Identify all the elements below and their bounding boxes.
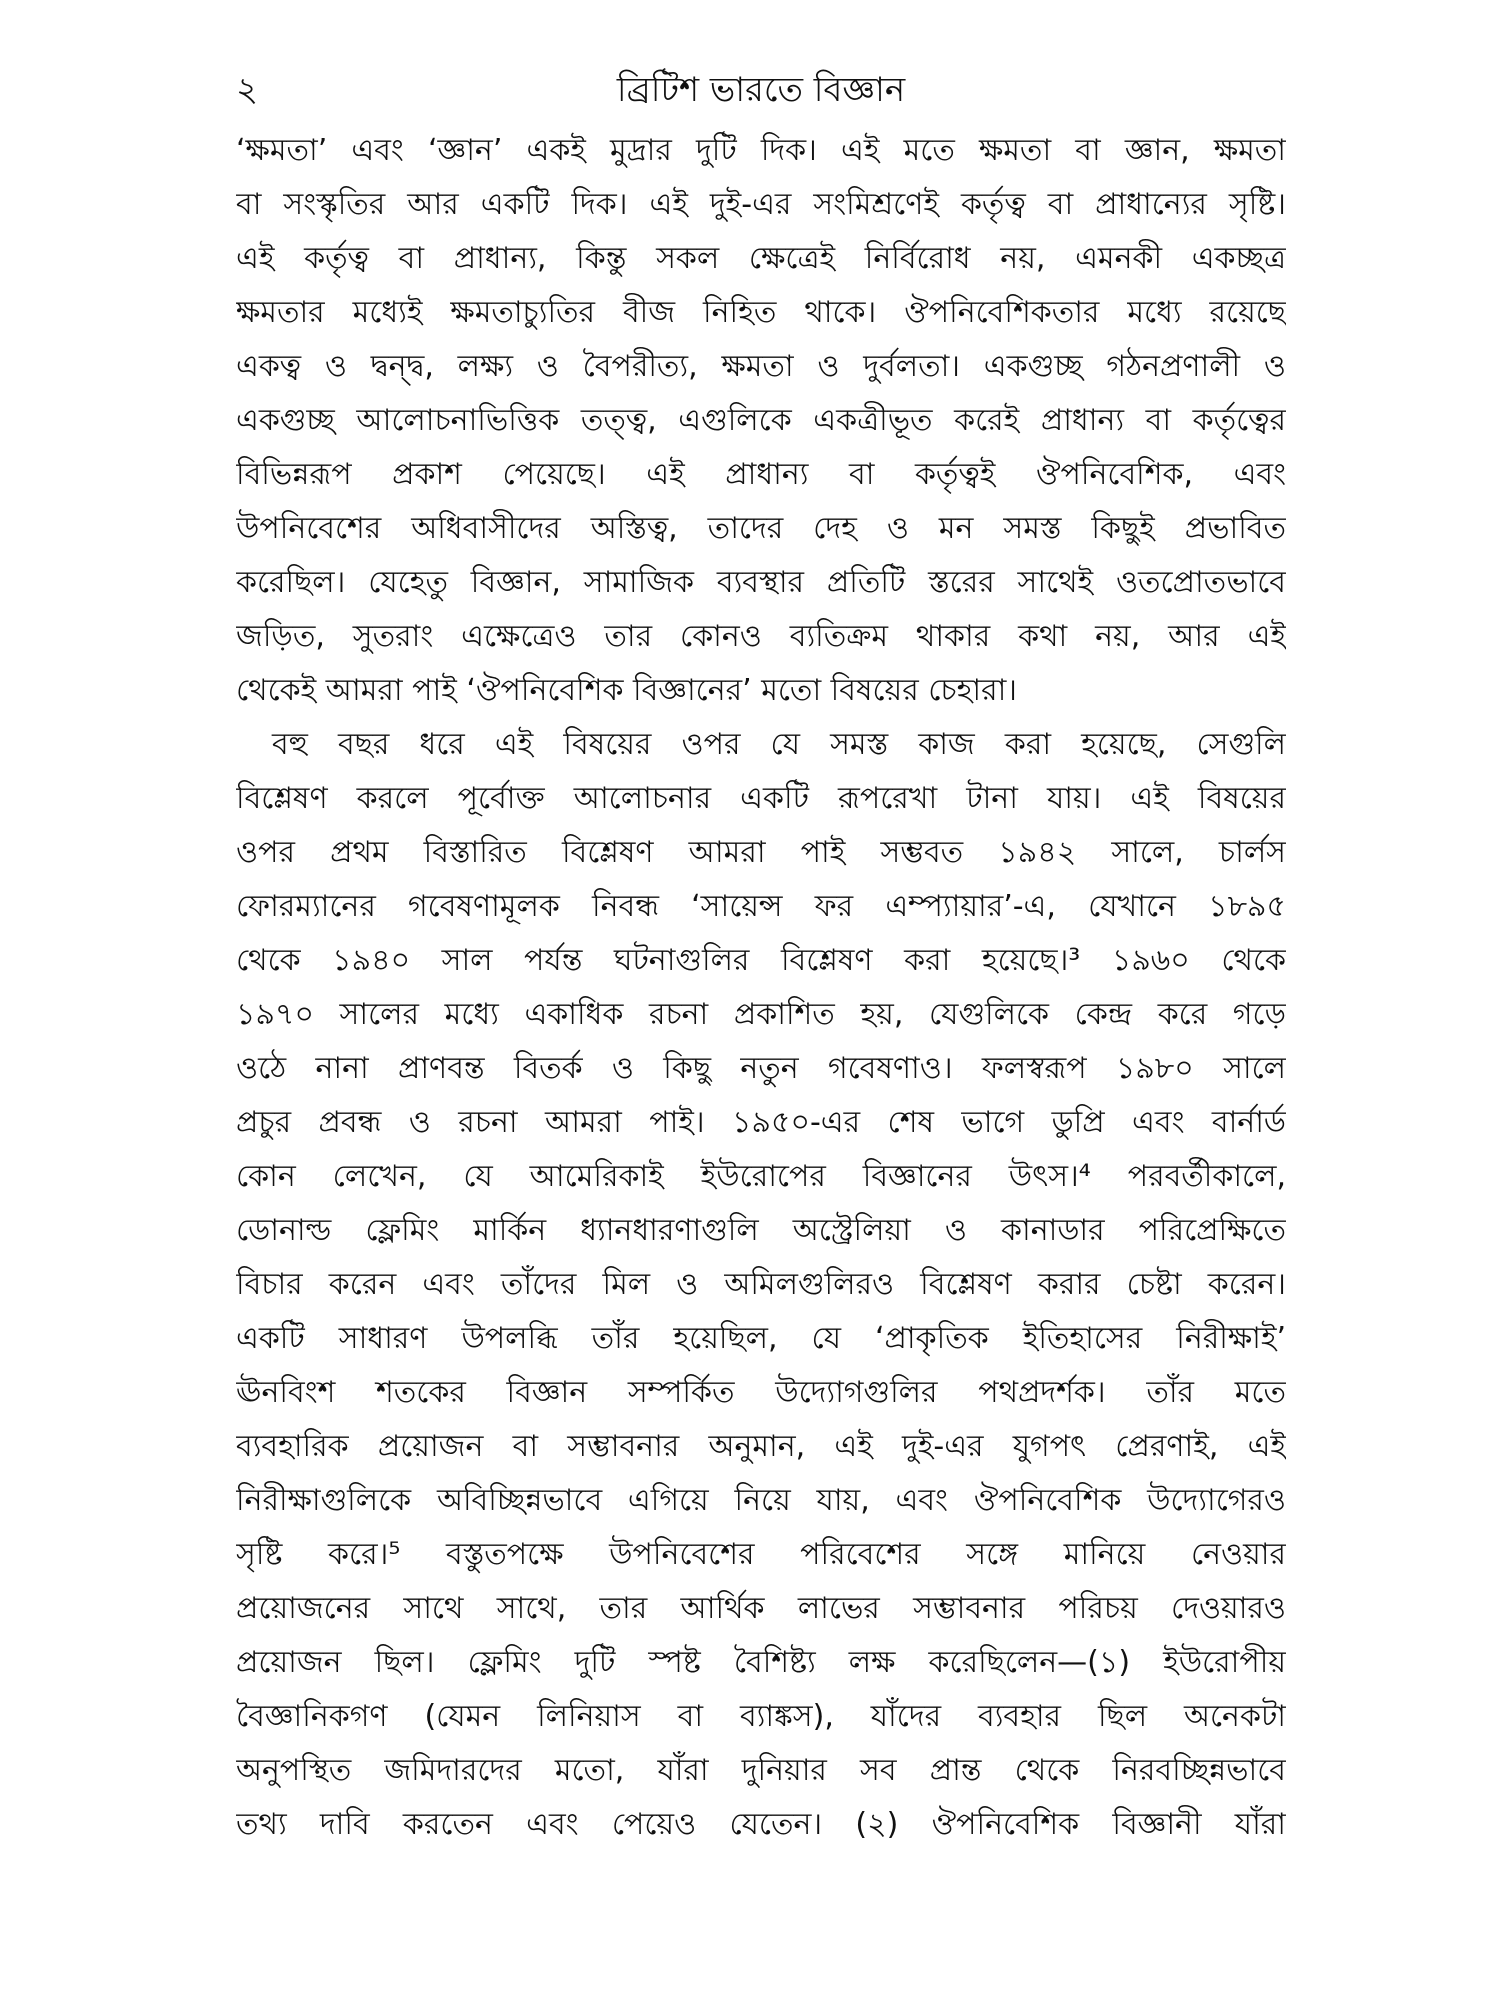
text-line: থেকেই আমরা পাই ‘ঔপনিবেশিক বিজ্ঞানের’ মতো বিষয়ের চেহারা। [236, 673, 1018, 708]
text-line: বিশ্লেষণ করলে পূর্বোক্ত আলোচনার একটি রূপরেখা টানা যায়। এই বিষয়ের [236, 781, 1286, 816]
text-line: তথ্য দাবি করতেন এবং পেয়েও যেতেন। (২) ঔপনিবেশিক বিজ্ঞানী যাঁরা [236, 1807, 1286, 1842]
text-line: উপনিবেশের অধিবাসীদের অস্তিত্ব, তাদের দেহ ও মন সমস্ত কিছুই প্রভাবিত [236, 511, 1286, 546]
text-line: বিচার করেন এবং তাঁদের মিল ও অমিলগুলিরও বিশ্লেষণ করার চেষ্টা করেন। [236, 1267, 1286, 1302]
running-title: ব্রিটিশ ভারতে বিজ্ঞান [616, 70, 906, 110]
page-number: ২ [236, 70, 259, 110]
text-line: নিরীক্ষাগুলিকে অবিচ্ছিন্নভাবে এগিয়ে নিয়ে যায়, এবং ঔপনিবেশিক উদ্যোগেরও [236, 1483, 1286, 1518]
text-line: প্রয়োজনের সাথে সাথে, তার আর্থিক লাভের সম্ভাবনার পরিচয় দেওয়ারও [236, 1591, 1286, 1626]
text-line: ওঠে নানা প্রাণবন্ত বিতর্ক ও কিছু নতুন গবেষণাও। ফলস্বরূপ ১৯৮০ সালে [236, 1051, 1286, 1086]
text-line: ‘ক্ষমতা’ এবং ‘জ্ঞান’ একই মুদ্রার দুটি দিক। এই মতে ক্ষমতা বা জ্ঞান, ক্ষমতা [236, 133, 1286, 168]
text-line: ব্যবহারিক প্রয়োজন বা সম্ভাবনার অনুমান, এই দুই-এর যুগপৎ প্রেরণাই, এই [236, 1429, 1286, 1464]
text-line: সৃষ্টি করে।⁵ বস্তুতপক্ষে উপনিবেশের পরিবেশের সঙ্গে মানিয়ে নেওয়ার [236, 1537, 1286, 1572]
text-line: প্রয়োজন ছিল। ফ্লেমিং দুটি স্পষ্ট বৈশিষ্ট্য লক্ষ করেছিলেন—(১) ইউরোপীয় [236, 1645, 1286, 1680]
body-text [236, 124, 1286, 1852]
paragraph-2 [236, 718, 1286, 1852]
text-line: থেকে ১৯৪০ সাল পর্যন্ত ঘটনাগুলির বিশ্লেষণ করা হয়েছে।³ ১৯৬০ থেকে [236, 943, 1286, 978]
text-line: এই কর্তৃত্ব বা প্রাধান্য, কিন্তু সকল ক্ষেত্রেই নির্বিরোধ নয়, এমনকী একচ্ছত্র [236, 241, 1286, 276]
text-line: জড়িত, সুতরাং এক্ষেত্রেও তার কোনও ব্যতিক্রম থাকার কথা নয়, আর এই [236, 619, 1286, 654]
text-line: ফোরম্যানের গবেষণামূলক নিবন্ধ ‘সায়েন্স ফর এম্প্যায়ার’-এ, যেখানে ১৮৯৫ [236, 889, 1286, 924]
paragraph-1 [236, 124, 1286, 718]
text-line: করেছিল। যেহেতু বিজ্ঞান, সামাজিক ব্যবস্থার প্রতিটি স্তরের সাথেই ওতপ্রোতভাবে [236, 565, 1286, 600]
text-line: একত্ব ও দ্বন্দ্ব, লক্ষ্য ও বৈপরীত্য, ক্ষমতা ও দুর্বলতা। একগুচ্ছ গঠনপ্রণালী ও [236, 349, 1286, 384]
text-line: বিভিন্নরূপ প্রকাশ পেয়েছে। এই প্রাধান্য বা কর্তৃত্বই ঔপনিবেশিক, এবং [236, 457, 1286, 492]
page-header [236, 62, 1286, 118]
text-line: বৈজ্ঞানিকগণ (যেমন লিনিয়াস বা ব্যাঙ্কস), যাঁদের ব্যবহার ছিল অনেকটা [236, 1699, 1286, 1734]
text-line: ওপর প্রথম বিস্তারিত বিশ্লেষণ আমরা পাই সম্ভবত ১৯৪২ সালে, চার্লস [236, 835, 1286, 870]
text-line: বহু বছর ধরে এই বিষয়ের ওপর যে সমস্ত কাজ করা হয়েছে, সেগুলি [272, 727, 1286, 762]
text-line: একগুচ্ছ আলোচনাভিত্তিক তত্ত্ব, এগুলিকে একত্রীভূত করেই প্রাধান্য বা কর্তৃত্বের [236, 403, 1286, 438]
text-line: অনুপস্থিত জমিদারদের মতো, যাঁরা দুনিয়ার সব প্রান্ত থেকে নিরবচ্ছিন্নভাবে [236, 1753, 1286, 1788]
text-line: ঊনবিংশ শতকের বিজ্ঞান সম্পর্কিত উদ্যোগগুলির পথপ্রদর্শক। তাঁর মতে [236, 1375, 1286, 1410]
text-line: একটি সাধারণ উপলব্ধি তাঁর হয়েছিল, যে ‘প্রাকৃতিক ইতিহাসের নিরীক্ষাই’ [236, 1321, 1286, 1356]
text-line: ডোনাল্ড ফ্লেমিং মার্কিন ধ্যানধারণাগুলি অস্ট্রেলিয়া ও কানাডার পরিপ্রেক্ষিতে [236, 1213, 1286, 1248]
text-line: ক্ষমতার মধ্যেই ক্ষমতাচ্যুতির বীজ নিহিত থাকে। ঔপনিবেশিকতার মধ্যে রয়েছে [236, 295, 1286, 330]
text-line: কোন লেখেন, যে আমেরিকাই ইউরোপের বিজ্ঞানের উৎস।⁴ পরবর্তীকালে, [236, 1159, 1286, 1194]
text-line: ১৯৭০ সালের মধ্যে একাধিক রচনা প্রকাশিত হয়, যেগুলিকে কেন্দ্র করে গড়ে [236, 997, 1286, 1032]
text-line: প্রচুর প্রবন্ধ ও রচনা আমরা পাই। ১৯৫০-এর শেষ ভাগে ডুপ্রি এবং বার্নার্ড [236, 1105, 1286, 1140]
text-line: বা সংস্কৃতির আর একটি দিক। এই দুই-এর সংমিশ্রণেই কর্তৃত্ব বা প্রাধান্যের সৃষ্টি। [236, 187, 1286, 222]
